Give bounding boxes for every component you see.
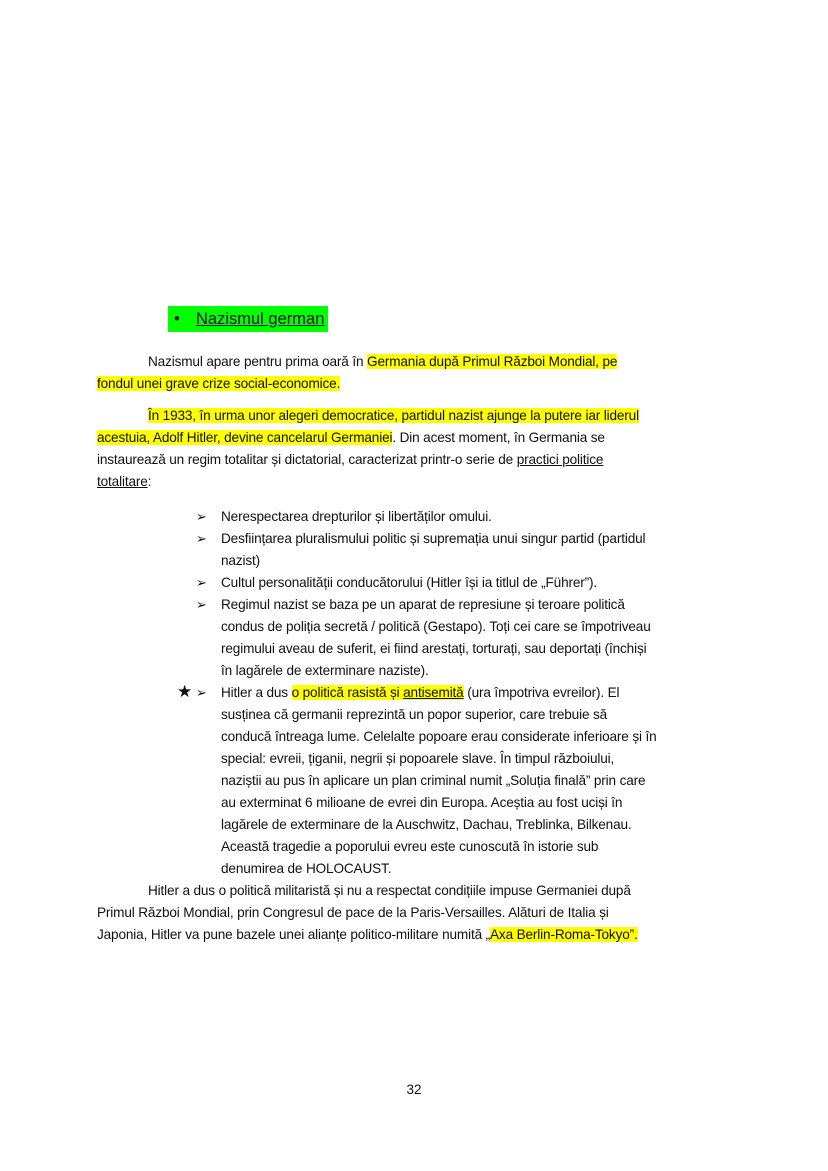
text-line [221, 684, 619, 702]
highlighted-text: o politică rasistă și [291, 685, 404, 700]
text-line [221, 794, 622, 812]
text-segment: condus de poliția secretă / politică (Gestapo). Toți cei care se împotriveau [221, 619, 651, 634]
text-line [97, 429, 605, 447]
text-line [148, 407, 639, 425]
heading-title: Nazismul german [196, 310, 325, 328]
text-line [97, 904, 609, 922]
arrow-bullet-icon: ➢ [196, 597, 207, 612]
text-line [221, 508, 492, 526]
text-line [221, 552, 260, 570]
text-segment: Nerespectarea drepturilor și libertăților omului. [221, 509, 492, 524]
text-segment: special: evreii, țiganii, negrii și popoarele slave. În timpul războiului, [221, 751, 615, 766]
highlighted-text: Germania după Primul Război Mondial, pe [367, 354, 618, 369]
star-icon: ★ [177, 682, 193, 701]
text-segment: Regimul nazist se baza pe un aparat de represiune și teroare politică [221, 597, 625, 612]
text-segment: Desființarea pluralismului politic și supremația unui singur partid (partidul [221, 531, 646, 546]
text-segment: . Din acest moment, în Germania se [392, 430, 605, 445]
text-segment: susținea că germanii reprezintă un popor superior, care trebuie să [221, 707, 608, 722]
arrow-bullet-icon: ➢ [196, 509, 207, 524]
text-segment: lagărele de exterminare de la Auschwitz, Dachau, Treblinka, Bilkenau. [221, 817, 632, 832]
text-segment: conducă întreaga lume. Celelalte popoare erau considerate inferioare și în [221, 729, 657, 744]
highlighted-text: În 1933, în urma unor alegeri democratice, partidul nazist ajunge la putere iar liderul [148, 408, 639, 423]
text-line [221, 860, 391, 878]
text-segment: nazist) [221, 553, 260, 568]
text-segment: Cultul personalității conducătorului (Hitler își ia titlul de „Führer”). [221, 575, 598, 590]
text-segment: Nazismul apare pentru prima oară în [148, 354, 368, 369]
underlined-text: totalitare [97, 474, 148, 489]
bullet-icon: • [174, 310, 180, 328]
text-segment: Această tragedie a poporului evreu este cunoscută în istorie sub [221, 839, 599, 854]
text-line [221, 728, 657, 746]
text-line [221, 618, 651, 636]
text-line [97, 451, 603, 469]
highlighted-text: antisemită [403, 685, 464, 700]
text-line [148, 882, 631, 900]
text-line [97, 375, 340, 393]
text-segment: Hitler a dus o politică militaristă și nu a respectat condițiile impuse Germaniei după [148, 883, 631, 898]
text-line [221, 706, 607, 724]
highlighted-text: acestuia, Adolf Hitler, devine cancelarul Germaniei [97, 430, 393, 445]
text-segment: : [147, 474, 152, 489]
text-line [221, 640, 646, 658]
text-line [221, 838, 598, 856]
text-segment: instaurează un regim totalitar și dictatorial, caracterizat printr-o serie de [97, 452, 517, 467]
highlighted-text: fondul unei grave crize social-economice. [97, 376, 341, 391]
arrow-bullet-icon: ➢ [196, 575, 207, 590]
text-line [221, 596, 625, 614]
arrow-bullet-icon: ➢ [196, 531, 207, 546]
text-segment: denumirea de HOLOCAUST. [221, 861, 392, 876]
text-segment: Hitler a dus [221, 685, 292, 700]
text-line [221, 772, 645, 790]
highlighted-text: Axa Berlin-Roma-Tokyo”. [490, 927, 638, 942]
text-line [221, 816, 632, 834]
text-line [148, 353, 617, 371]
page-number: 32 [406, 1082, 422, 1097]
text-line [221, 574, 597, 592]
text-segment: naziștii au pus în aplicare un plan criminal numit „Soluția finală” prin care [221, 773, 646, 788]
text-line [221, 662, 429, 680]
text-line [221, 530, 645, 548]
text-line [97, 926, 638, 944]
text-segment: (ura împotriva evreilor). El [463, 685, 620, 700]
section-heading [168, 306, 328, 332]
text-line [221, 750, 614, 768]
text-segment: Japonia, Hitler va pune bazele unei alianțe politico-militare numită „ [97, 927, 490, 942]
text-segment: Primul Război Mondial, prin Congresul de pace de la Paris-Versailles. Alături de Italia și [97, 905, 609, 920]
underlined-text: practici politice [516, 452, 604, 467]
text-segment: în lagărele de exterminare naziste). [221, 663, 429, 678]
text-segment: regimului aveau de suferit, ei fiind arestați, torturați, sau deportați (închiși [221, 641, 647, 656]
arrow-bullet-icon: ➢ [196, 685, 207, 700]
text-line [97, 473, 151, 491]
text-segment: au exterminat 6 milioane de evrei din Europa. Aceștia au fost uciși în [221, 795, 623, 810]
